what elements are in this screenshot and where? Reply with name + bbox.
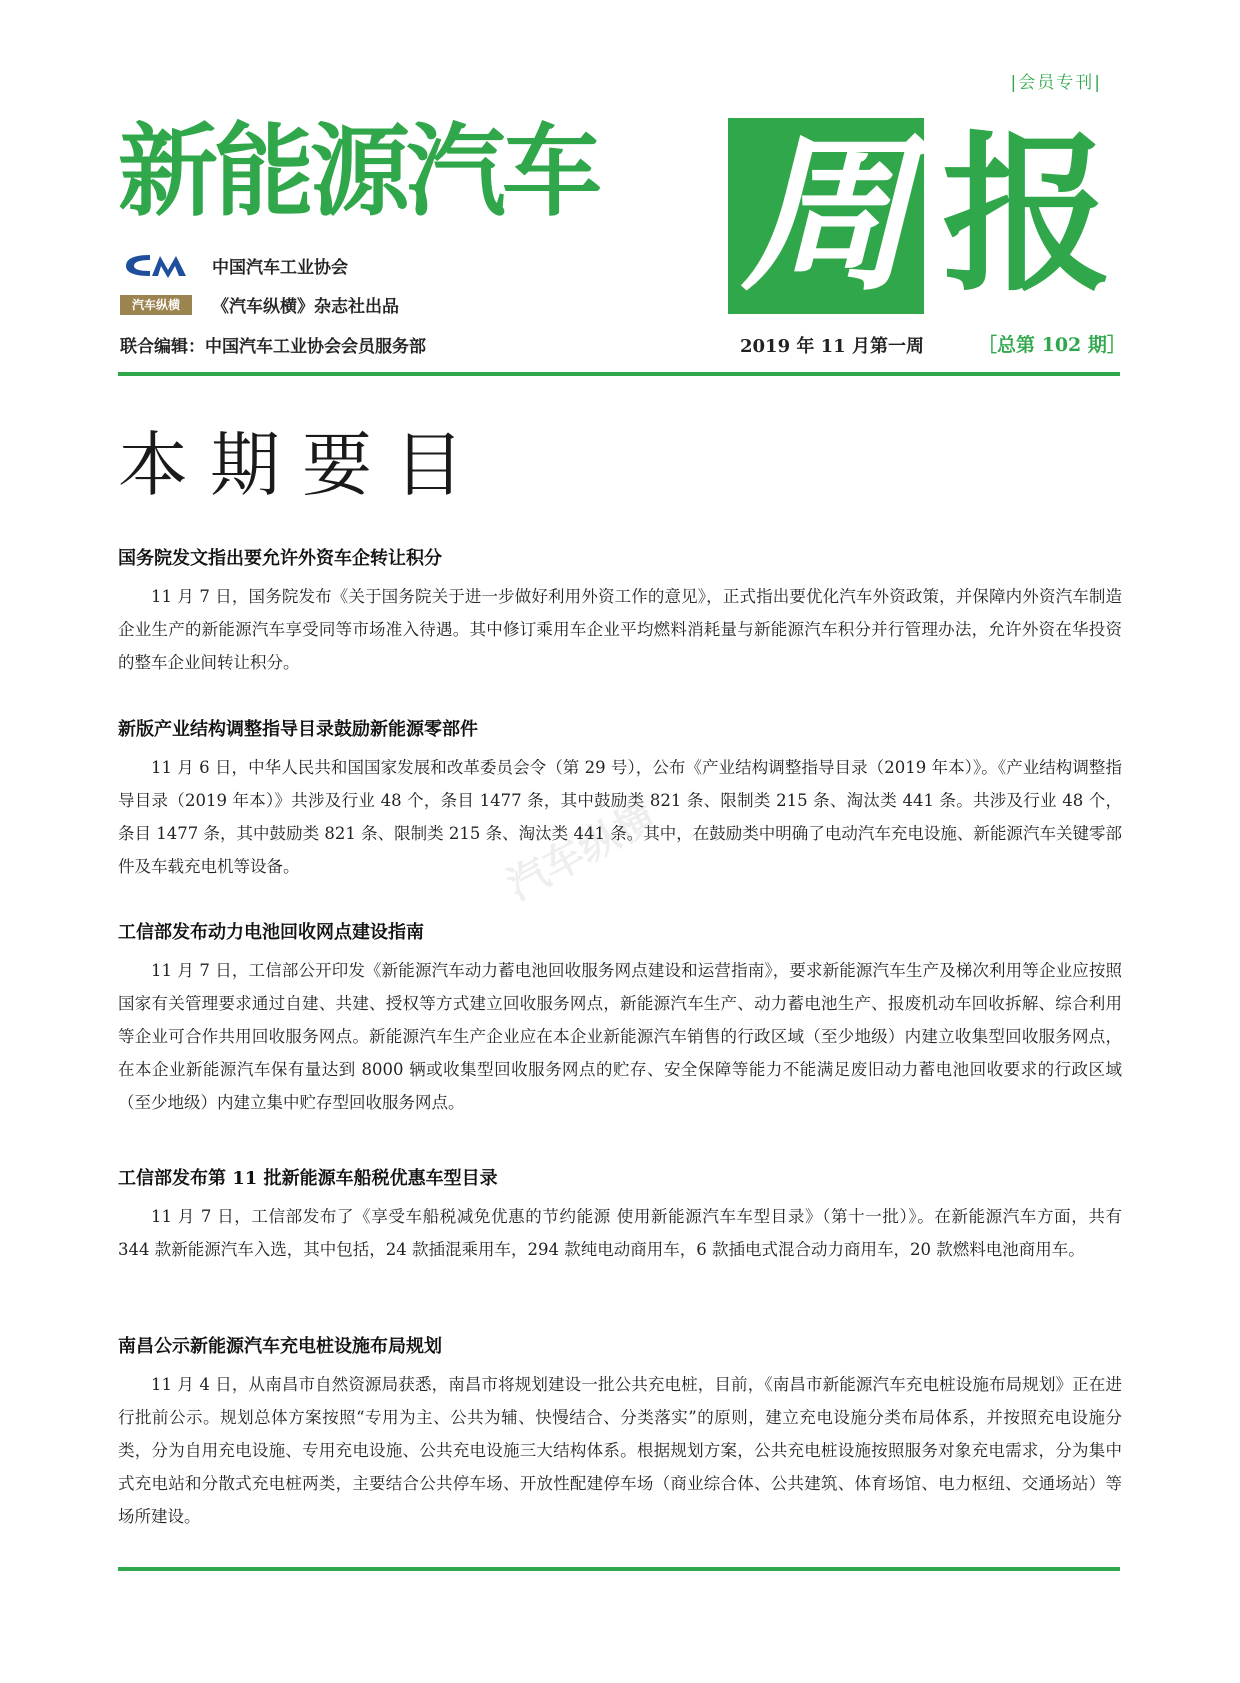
issue-date: 2019 年 11 月第一周 <box>740 336 924 357</box>
article-body: 11 月 7 日，国务院发布《关于国务院关于进一步做好利用外资工作的意见》，正式指出要优化汽车外资政策，并保障内外资汽车制造企业生产的新能源汽车享受同等市场准入待遇。其中修订乘用车企业平均燃料消耗量与新能源汽车积分并行管理办法，允许外资在华投资的整车企业间转让积分。 <box>118 587 1122 672</box>
issue-number: ［总第 102 期］ <box>978 334 1126 356</box>
article-body: 11 月 6 日，中华人民共和国国家发展和改革委员会令（第 29 号），公布《产业结构调整指导目录（2019 年本）》。《产业结构调整指导目录（2019 年本）》共涉及行业 48 个，条目 1477 条，其中鼓励类 821 条、限制类 215 条、淘汰类 441 条。共涉及行业 48 个，条目 1477 条，其中鼓励类 821 条、限制类 215 条、淘汰类 441 条。其中，在鼓励类中明确了电动汽车充电设施、新能源汽车关键零部件及车载充电机等设备。 <box>118 758 1122 876</box>
article <box>118 1166 1122 1266</box>
weekly-title-char: 报 <box>941 117 1112 315</box>
article-title: 南昌公示新能源汽车充电桩设施布局规划 <box>118 1336 442 1357</box>
article <box>118 546 1122 679</box>
article-title: 国务院发文指出要允许外资车企转让积分 <box>118 548 442 569</box>
article-body: 11 月 7 日，工信部发布了《享受车船税减免优惠的节约能源 使用新能源汽车车型目录》（第十一批）》。在新能源汽车方面，共有 344 款新能源汽车入选，其中包括，24 款插混乘用车，294 款纯电动商用车，6 款插电式混合动力商用车，20 款燃料电池商用车。 <box>118 1207 1122 1259</box>
publisher-row-magazine <box>120 292 399 317</box>
article-title: 工信部发布动力电池回收网点建设指南 <box>118 922 424 943</box>
footer-divider <box>118 1567 1120 1571</box>
member-edition-tag: |会员专刊| <box>1010 73 1102 93</box>
watermark: 汽车纵横 <box>500 793 664 910</box>
article <box>118 920 1122 1119</box>
article-title: 工信部发布第 11 批新能源车船税优惠车型目录 <box>118 1168 498 1189</box>
joint-editor: 联合编辑：中国汽车工业协会会员服务部 <box>120 337 426 357</box>
article <box>118 1334 1122 1533</box>
header-divider <box>118 372 1120 376</box>
newsletter-title: 新能源汽车 <box>118 113 598 230</box>
publisher-name-magazine: 《汽车纵横》杂志社出品 <box>212 297 399 317</box>
article-body: 11 月 7 日，工信部公开印发《新能源汽车动力蓄电池回收服务网点建设和运营指南》，要求新能源汽车生产及梯次利用等企业应按照国家有关管理要求通过自建、共建、授权等方式建立回收服务网点，新能源汽车生产、动力蓄电池生产、报废机动车回收拆解、综合利用等企业可合作共用回收服务网点。新能源汽车生产企业应在本企业新能源汽车销售的行政区域（至少地级）内建立收集型回收服务网点，在本企业新能源汽车保有量达到 8000 辆或收集型回收服务网点的贮存、安全保障等能力不能满足废旧动力蓄电池回收要求的行政区域（至少地级）内建立集中贮存型回收服务网点。 <box>118 961 1122 1112</box>
section-title: 本期要目 <box>118 424 486 506</box>
article-body: 11 月 4 日，从南昌市自然资源局获悉，南昌市将规划建设一批公共充电桩，目前，《南昌市新能源汽车充电桩设施布局规划》正在进行批前公示。规划总体方案按照“专用为主、公共为辅、快慢结合、分类落实”的原则，建立充电设施分类布局体系，并按照充电设施分类，分为自用充电设施、专用充电设施、公共充电设施三大结构体系。根据规划方案，公共充电桩设施按照服务对象充电需求，分为集中式充电站和分散式充电桩两类，主要结合公共停车场、开放性配建停车场（商业综合体、公共建筑、体育场馆、电力枢纽、交通场站）等场所建设。 <box>118 1375 1122 1526</box>
publisher-row-caam <box>120 252 348 278</box>
weekly-title-box: 周 <box>728 118 924 314</box>
auto-review-logo: 汽车纵横 <box>120 295 192 315</box>
article-title: 新版产业结构调整指导目录鼓励新能源零部件 <box>118 719 478 740</box>
publisher-name-caam: 中国汽车工业协会 <box>212 257 348 278</box>
caam-logo-icon <box>120 252 192 278</box>
